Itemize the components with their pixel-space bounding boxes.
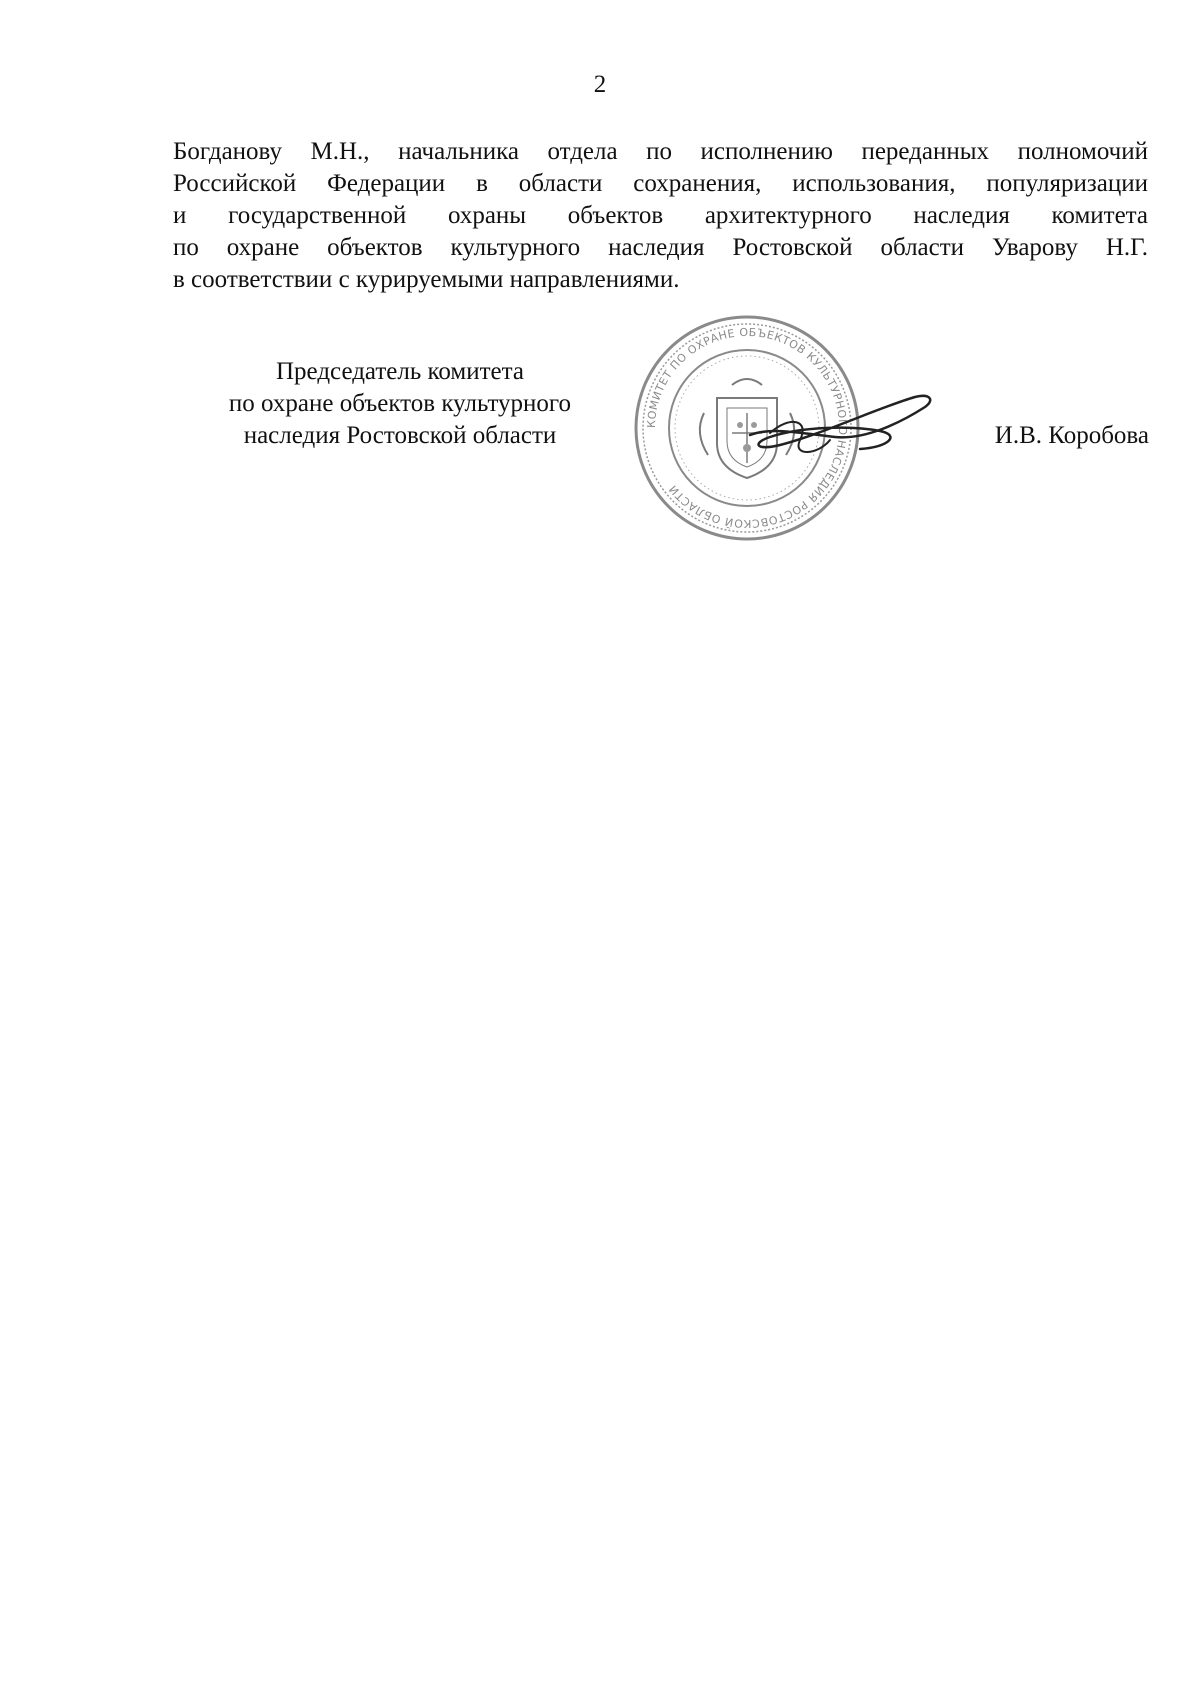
body-line: и государственной охраны объектов архитектурного наследия комитета (173, 202, 1148, 229)
page-number: 2 (593, 71, 607, 98)
handwritten-signature-icon (740, 385, 940, 475)
body-line: в соответствии с курируемыми направлениями. (173, 266, 680, 293)
signer-title-line: по охране объектов культурного (228, 390, 572, 417)
body-line: по охране объектов культурного наследия Ростовской области Уварову Н.Г. (173, 234, 1148, 261)
signer-title-line: Председатель комитета (276, 358, 524, 385)
body-paragraph (173, 136, 1148, 296)
body-line: Российской Федерации в области сохранения, использования, популяризации (173, 170, 1148, 197)
signer-title-line: наследия Ростовской области (243, 422, 557, 449)
signer-title (190, 356, 610, 452)
svg-text:КОМИТЕТ ПО ОХРАНЕ ОБЪЕКТОВ КУЛ: КОМИТЕТ ПО ОХРАНЕ ОБЪЕКТОВ КУЛЬТУРНОГО НАСЛЕДИЯ РОСТОВСКОЙ ОБЛАСТИ (644, 325, 850, 531)
signer-name: И.В. Коробова (994, 422, 1149, 449)
body-line: Богданову М.Н., начальника отдела по исполнению переданных полномочий (173, 138, 1148, 165)
